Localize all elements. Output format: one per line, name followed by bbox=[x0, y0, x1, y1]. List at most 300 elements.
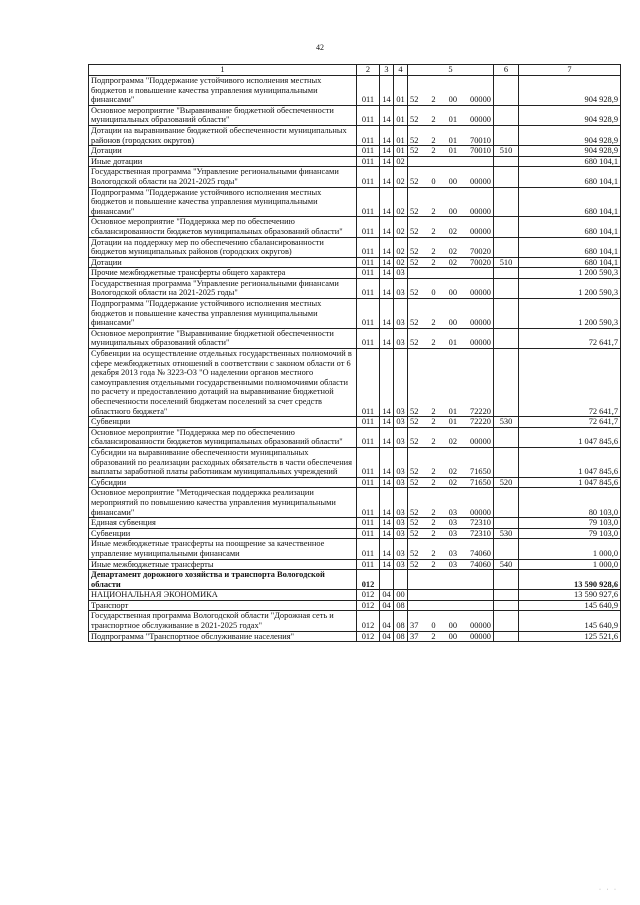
row-name-cell: Субвенции bbox=[89, 417, 357, 428]
code-event: 01 bbox=[448, 417, 457, 427]
row-sum-cell: 1 200 590,3 bbox=[519, 299, 621, 329]
code-program: 52 bbox=[410, 95, 419, 105]
row-expense-type-cell bbox=[494, 156, 519, 167]
row-expense-type-cell bbox=[494, 590, 519, 601]
table-row bbox=[89, 299, 621, 329]
row-grbs-cell: 011 bbox=[357, 417, 380, 428]
row-section-cell: 14 bbox=[380, 76, 394, 106]
row-target-article-cell bbox=[408, 349, 494, 417]
code-event: 00 bbox=[448, 631, 457, 641]
row-subsection-cell: 02 bbox=[394, 167, 408, 187]
code-subprogram: 2 bbox=[431, 417, 436, 427]
row-grbs-cell: 012 bbox=[357, 590, 380, 601]
row-subsection-cell: 03 bbox=[394, 299, 408, 329]
code-event: 03 bbox=[448, 559, 457, 569]
row-expense-type-cell bbox=[494, 237, 519, 257]
table-row bbox=[89, 76, 621, 106]
table-row bbox=[89, 146, 621, 157]
row-sum-cell: 72 641,7 bbox=[519, 328, 621, 348]
row-expense-type-cell bbox=[494, 447, 519, 477]
row-grbs-cell: 011 bbox=[357, 125, 380, 145]
target-article-code bbox=[408, 549, 493, 559]
row-target-article-cell bbox=[408, 590, 494, 601]
row-expense-type-cell bbox=[494, 105, 519, 125]
row-section-cell: 14 bbox=[380, 278, 394, 298]
code-subprogram: 2 bbox=[431, 146, 436, 156]
code-direction: 70010 bbox=[470, 146, 491, 156]
code-subprogram: 0 bbox=[431, 288, 436, 298]
row-name-cell: Основное мероприятие "Поддержка мер по обеспечению сбалансированности бюджетов муниципальных образований области" bbox=[89, 217, 357, 237]
code-direction: 00000 bbox=[470, 507, 491, 517]
table-row bbox=[89, 167, 621, 187]
row-name-cell: НАЦИОНАЛЬНАЯ ЭКОНОМИКА bbox=[89, 590, 357, 601]
code-subprogram: 2 bbox=[431, 247, 436, 257]
row-subsection-cell: 03 bbox=[394, 447, 408, 477]
row-section-cell: 14 bbox=[380, 187, 394, 217]
row-sum-cell: 680 104,1 bbox=[519, 237, 621, 257]
row-sum-cell: 145 640,9 bbox=[519, 611, 621, 631]
code-program: 52 bbox=[410, 467, 419, 477]
row-subsection-cell: 01 bbox=[394, 125, 408, 145]
row-subsection-cell: 00 bbox=[394, 590, 408, 601]
row-target-article-cell bbox=[408, 278, 494, 298]
header-cell-subsection: 4 bbox=[394, 65, 408, 76]
row-expense-type-cell: 530 bbox=[494, 528, 519, 539]
row-expense-type-cell bbox=[494, 570, 519, 590]
code-direction: 72220 bbox=[470, 406, 491, 416]
row-subsection-cell: 02 bbox=[394, 237, 408, 257]
row-target-article-cell bbox=[408, 167, 494, 187]
row-subsection-cell: 01 bbox=[394, 146, 408, 157]
row-expense-type-cell: 510 bbox=[494, 146, 519, 157]
code-direction: 70020 bbox=[470, 257, 491, 267]
row-sum-cell: 72 641,7 bbox=[519, 417, 621, 428]
table-row bbox=[89, 237, 621, 257]
row-target-article-cell bbox=[408, 447, 494, 477]
table-row bbox=[89, 611, 621, 631]
row-grbs-cell: 011 bbox=[357, 146, 380, 157]
target-article-code bbox=[408, 136, 493, 146]
row-target-article-cell bbox=[408, 611, 494, 631]
row-section-cell: 14 bbox=[380, 477, 394, 488]
header-cell-sum: 7 bbox=[519, 65, 621, 76]
target-article-code bbox=[408, 508, 493, 518]
row-expense-type-cell bbox=[494, 278, 519, 298]
code-subprogram: 2 bbox=[431, 115, 436, 125]
table-row bbox=[89, 590, 621, 601]
row-subsection-cell: 03 bbox=[394, 268, 408, 279]
row-expense-type-cell bbox=[494, 167, 519, 187]
row-name-cell: Подпрограмма "Транспортное обслуживание населения" bbox=[89, 631, 357, 642]
row-section-cell: 14 bbox=[380, 447, 394, 477]
row-section-cell: 14 bbox=[380, 518, 394, 529]
row-expense-type-cell bbox=[494, 631, 519, 642]
code-direction: 00000 bbox=[470, 288, 491, 298]
row-name-cell: Прочие межбюджетные трансферты общего характера bbox=[89, 268, 357, 279]
row-subsection-cell: 03 bbox=[394, 488, 408, 518]
code-subprogram: 0 bbox=[431, 621, 436, 631]
row-section-cell: 04 bbox=[380, 611, 394, 631]
row-section-cell: 14 bbox=[380, 299, 394, 329]
row-name-cell: Подпрограмма "Поддержание устойчивого исполнения местных бюджетов и повышение качества управления муниципальными финансами" bbox=[89, 76, 357, 106]
row-name-cell: Основное мероприятие "Выравнивание бюджетной обеспеченности муниципальных образований области" bbox=[89, 105, 357, 125]
code-direction: 72310 bbox=[470, 518, 491, 528]
code-event: 01 bbox=[448, 146, 457, 156]
code-direction: 00000 bbox=[470, 115, 491, 125]
code-subprogram: 2 bbox=[431, 257, 436, 267]
row-sum-cell: 145 640,9 bbox=[519, 600, 621, 611]
scan-mark: · · · bbox=[599, 887, 618, 893]
row-sum-cell: 1 047 845,6 bbox=[519, 477, 621, 488]
code-program: 52 bbox=[410, 176, 419, 186]
code-program: 52 bbox=[410, 437, 419, 447]
code-program: 52 bbox=[410, 417, 419, 427]
code-event: 03 bbox=[448, 548, 457, 558]
target-article-code bbox=[408, 467, 493, 477]
target-article-code bbox=[408, 417, 493, 427]
row-section-cell: 14 bbox=[380, 125, 394, 145]
row-grbs-cell: 011 bbox=[357, 299, 380, 329]
row-target-article-cell bbox=[408, 488, 494, 518]
row-subsection-cell: 01 bbox=[394, 105, 408, 125]
code-subprogram: 0 bbox=[431, 176, 436, 186]
row-target-article-cell bbox=[408, 528, 494, 539]
row-name-cell: Основное мероприятие "Выравнивание бюджетной обеспеченности муниципальных образований области" bbox=[89, 328, 357, 348]
target-article-code bbox=[408, 338, 493, 348]
row-name-cell: Субвенции bbox=[89, 528, 357, 539]
code-program: 52 bbox=[410, 338, 419, 348]
row-sum-cell: 125 521,6 bbox=[519, 631, 621, 642]
budget-table bbox=[88, 64, 621, 642]
row-target-article-cell bbox=[408, 631, 494, 642]
target-article-code bbox=[408, 632, 493, 642]
table-row bbox=[89, 417, 621, 428]
row-target-article-cell bbox=[408, 539, 494, 559]
table-row bbox=[89, 105, 621, 125]
code-subprogram: 2 bbox=[431, 528, 436, 538]
code-program: 52 bbox=[410, 548, 419, 558]
row-expense-type-cell bbox=[494, 328, 519, 348]
code-event: 02 bbox=[448, 477, 457, 487]
row-grbs-cell: 011 bbox=[357, 328, 380, 348]
table-header-row bbox=[89, 65, 621, 76]
row-expense-type-cell bbox=[494, 299, 519, 329]
row-subsection-cell: 03 bbox=[394, 528, 408, 539]
row-name-cell: Дотации на выравнивание бюджетной обеспеченности муниципальных районов (городских округов) bbox=[89, 125, 357, 145]
row-subsection-cell: 03 bbox=[394, 518, 408, 529]
row-subsection-cell: 03 bbox=[394, 477, 408, 488]
row-expense-type-cell bbox=[494, 427, 519, 447]
row-grbs-cell: 011 bbox=[357, 349, 380, 417]
row-sum-cell: 904 928,9 bbox=[519, 125, 621, 145]
row-target-article-cell bbox=[408, 427, 494, 447]
row-grbs-cell: 011 bbox=[357, 268, 380, 279]
table-row bbox=[89, 631, 621, 642]
table-row bbox=[89, 268, 621, 279]
row-section-cell: 14 bbox=[380, 237, 394, 257]
code-direction: 71650 bbox=[470, 467, 491, 477]
row-target-article-cell bbox=[408, 105, 494, 125]
row-sum-cell: 80 103,0 bbox=[519, 488, 621, 518]
row-grbs-cell: 011 bbox=[357, 257, 380, 268]
code-program: 52 bbox=[410, 226, 419, 236]
target-article-code bbox=[408, 560, 493, 570]
code-subprogram: 2 bbox=[431, 135, 436, 145]
table-row bbox=[89, 156, 621, 167]
header-cell-section: 3 bbox=[380, 65, 394, 76]
row-name-cell: Департамент дорожного хозяйства и транспорта Вологодской области bbox=[89, 570, 357, 590]
row-section-cell: 14 bbox=[380, 257, 394, 268]
row-target-article-cell bbox=[408, 76, 494, 106]
table-row bbox=[89, 488, 621, 518]
header-cell-name: 1 bbox=[89, 65, 357, 76]
code-event: 03 bbox=[448, 507, 457, 517]
code-program: 52 bbox=[410, 477, 419, 487]
row-subsection-cell bbox=[394, 570, 408, 590]
row-section-cell: 04 bbox=[380, 631, 394, 642]
target-article-code bbox=[408, 247, 493, 257]
code-program: 52 bbox=[410, 528, 419, 538]
target-article-code bbox=[408, 95, 493, 105]
row-grbs-cell: 012 bbox=[357, 570, 380, 590]
code-program: 52 bbox=[410, 247, 419, 257]
row-target-article-cell bbox=[408, 268, 494, 279]
table-row bbox=[89, 570, 621, 590]
code-program: 52 bbox=[410, 518, 419, 528]
row-sum-cell: 904 928,9 bbox=[519, 105, 621, 125]
row-grbs-cell: 012 bbox=[357, 600, 380, 611]
row-grbs-cell: 011 bbox=[357, 477, 380, 488]
row-target-article-cell bbox=[408, 237, 494, 257]
code-subprogram: 2 bbox=[431, 318, 436, 328]
row-sum-cell: 1 200 590,3 bbox=[519, 278, 621, 298]
target-article-code bbox=[408, 621, 493, 631]
target-article-code bbox=[408, 258, 493, 268]
row-grbs-cell: 011 bbox=[357, 187, 380, 217]
row-name-cell: Субсидии на выравнивание обеспеченности муниципальных образований по реализации расходных обязательств в части обеспечения выплаты заработной платы работникам муниципальных учреждений bbox=[89, 447, 357, 477]
row-target-article-cell bbox=[408, 600, 494, 611]
row-expense-type-cell bbox=[494, 268, 519, 279]
code-event: 03 bbox=[448, 528, 457, 538]
code-event: 02 bbox=[448, 467, 457, 477]
row-target-article-cell bbox=[408, 477, 494, 488]
row-section-cell: 14 bbox=[380, 488, 394, 518]
code-direction: 74060 bbox=[470, 548, 491, 558]
row-target-article-cell bbox=[408, 156, 494, 167]
row-section-cell: 14 bbox=[380, 268, 394, 279]
row-subsection-cell: 03 bbox=[394, 417, 408, 428]
table-row bbox=[89, 559, 621, 570]
row-target-article-cell bbox=[408, 257, 494, 268]
row-grbs-cell: 011 bbox=[357, 237, 380, 257]
code-program: 52 bbox=[410, 206, 419, 216]
table-row bbox=[89, 528, 621, 539]
table-row bbox=[89, 125, 621, 145]
code-event: 02 bbox=[448, 257, 457, 267]
row-sum-cell: 680 104,1 bbox=[519, 217, 621, 237]
code-subprogram: 2 bbox=[431, 477, 436, 487]
row-sum-cell: 680 104,1 bbox=[519, 156, 621, 167]
code-direction: 70020 bbox=[470, 247, 491, 257]
code-direction: 72310 bbox=[470, 528, 491, 538]
row-section-cell: 14 bbox=[380, 417, 394, 428]
row-section-cell: 14 bbox=[380, 328, 394, 348]
code-subprogram: 2 bbox=[431, 437, 436, 447]
code-program: 52 bbox=[410, 406, 419, 416]
row-target-article-cell bbox=[408, 125, 494, 145]
row-grbs-cell: 011 bbox=[357, 559, 380, 570]
row-sum-cell: 680 104,1 bbox=[519, 187, 621, 217]
row-subsection-cell: 08 bbox=[394, 631, 408, 642]
row-expense-type-cell: 520 bbox=[494, 477, 519, 488]
code-direction: 00000 bbox=[470, 95, 491, 105]
header-cell-expense-type: 6 bbox=[494, 65, 519, 76]
row-target-article-cell bbox=[408, 559, 494, 570]
row-target-article-cell bbox=[408, 187, 494, 217]
target-article-code bbox=[408, 478, 493, 488]
code-subprogram: 2 bbox=[431, 467, 436, 477]
code-program: 52 bbox=[410, 288, 419, 298]
code-event: 00 bbox=[448, 288, 457, 298]
code-event: 01 bbox=[448, 338, 457, 348]
code-direction: 74060 bbox=[470, 559, 491, 569]
row-section-cell: 14 bbox=[380, 167, 394, 187]
row-grbs-cell: 011 bbox=[357, 278, 380, 298]
code-event: 01 bbox=[448, 406, 457, 416]
code-program: 52 bbox=[410, 135, 419, 145]
row-sum-cell: 904 928,9 bbox=[519, 146, 621, 157]
code-program: 52 bbox=[410, 257, 419, 267]
target-article-code bbox=[408, 207, 493, 217]
row-expense-type-cell bbox=[494, 518, 519, 529]
row-name-cell: Иные межбюджетные трансферты на поощрение за качественное управление муниципальными финансами bbox=[89, 539, 357, 559]
target-article-code bbox=[408, 518, 493, 528]
row-expense-type-cell bbox=[494, 349, 519, 417]
code-direction: 70010 bbox=[470, 135, 491, 145]
code-event: 02 bbox=[448, 226, 457, 236]
code-program: 52 bbox=[410, 507, 419, 517]
header-cell-target-article: 5 bbox=[408, 65, 494, 76]
row-target-article-cell bbox=[408, 146, 494, 157]
row-sum-cell: 1 200 590,3 bbox=[519, 268, 621, 279]
row-expense-type-cell: 530 bbox=[494, 417, 519, 428]
row-sum-cell: 680 104,1 bbox=[519, 257, 621, 268]
row-target-article-cell bbox=[408, 570, 494, 590]
row-grbs-cell: 012 bbox=[357, 631, 380, 642]
target-article-code bbox=[408, 177, 493, 187]
row-section-cell: 04 bbox=[380, 590, 394, 601]
code-direction: 00000 bbox=[470, 318, 491, 328]
budget-table-body bbox=[89, 65, 621, 642]
code-program: 52 bbox=[410, 559, 419, 569]
table-row bbox=[89, 217, 621, 237]
code-direction: 00000 bbox=[470, 338, 491, 348]
row-subsection-cell: 02 bbox=[394, 257, 408, 268]
row-name-cell: Дотации на поддержку мер по обеспечению сбалансированности бюджетов муниципальных районов (городских округов) bbox=[89, 237, 357, 257]
code-direction: 00000 bbox=[470, 176, 491, 186]
target-article-code bbox=[408, 115, 493, 125]
row-expense-type-cell bbox=[494, 76, 519, 106]
code-program: 37 bbox=[410, 631, 419, 641]
row-section-cell: 14 bbox=[380, 105, 394, 125]
code-event: 00 bbox=[448, 318, 457, 328]
row-section-cell: 14 bbox=[380, 217, 394, 237]
page-number: 42 bbox=[316, 43, 324, 52]
code-program: 37 bbox=[410, 621, 419, 631]
row-grbs-cell: 011 bbox=[357, 105, 380, 125]
table-row bbox=[89, 257, 621, 268]
row-name-cell: Подпрограмма "Поддержание устойчивого исполнения местных бюджетов и повышение качества управления муниципальными финансами" bbox=[89, 187, 357, 217]
code-subprogram: 2 bbox=[431, 338, 436, 348]
code-event: 00 bbox=[448, 206, 457, 216]
row-subsection-cell: 02 bbox=[394, 187, 408, 217]
code-program: 52 bbox=[410, 146, 419, 156]
row-grbs-cell: 011 bbox=[357, 539, 380, 559]
row-name-cell: Подпрограмма "Поддержание устойчивого исполнения местных бюджетов и повышение качества управления муниципальными финансами" bbox=[89, 299, 357, 329]
row-name-cell: Государственная программа "Управление региональными финансами Вологодской области на 2021-2025 годы" bbox=[89, 167, 357, 187]
row-name-cell: Государственная программа "Управление региональными финансами Вологодской области на 2021-2025 годы" bbox=[89, 278, 357, 298]
row-expense-type-cell bbox=[494, 539, 519, 559]
table-row bbox=[89, 447, 621, 477]
code-subprogram: 2 bbox=[431, 206, 436, 216]
table-row bbox=[89, 477, 621, 488]
target-article-code bbox=[408, 146, 493, 156]
row-expense-type-cell bbox=[494, 125, 519, 145]
row-grbs-cell: 011 bbox=[357, 518, 380, 529]
row-sum-cell: 79 103,0 bbox=[519, 528, 621, 539]
code-subprogram: 2 bbox=[431, 518, 436, 528]
row-sum-cell: 13 590 927,6 bbox=[519, 590, 621, 601]
row-subsection-cell: 08 bbox=[394, 600, 408, 611]
code-subprogram: 2 bbox=[431, 226, 436, 236]
row-name-cell: Основное мероприятие "Методическая поддержка реализации мероприятий по повышению качества управления муниципальными финансами" bbox=[89, 488, 357, 518]
code-direction: 00000 bbox=[470, 206, 491, 216]
row-section-cell: 14 bbox=[380, 146, 394, 157]
row-section-cell bbox=[380, 570, 394, 590]
row-name-cell: Основное мероприятие "Поддержка мер по обеспечению сбалансированности бюджетов муниципальных образований области" bbox=[89, 427, 357, 447]
row-grbs-cell: 011 bbox=[357, 167, 380, 187]
row-subsection-cell: 03 bbox=[394, 559, 408, 570]
row-subsection-cell: 08 bbox=[394, 611, 408, 631]
table-row bbox=[89, 427, 621, 447]
code-event: 00 bbox=[448, 95, 457, 105]
row-expense-type-cell bbox=[494, 488, 519, 518]
row-target-article-cell bbox=[408, 518, 494, 529]
row-section-cell: 14 bbox=[380, 559, 394, 570]
row-section-cell: 14 bbox=[380, 156, 394, 167]
row-target-article-cell bbox=[408, 417, 494, 428]
row-expense-type-cell bbox=[494, 611, 519, 631]
row-subsection-cell: 01 bbox=[394, 76, 408, 106]
row-subsection-cell: 02 bbox=[394, 217, 408, 237]
row-subsection-cell: 03 bbox=[394, 328, 408, 348]
code-direction: 00000 bbox=[470, 437, 491, 447]
row-grbs-cell: 011 bbox=[357, 488, 380, 518]
code-event: 01 bbox=[448, 115, 457, 125]
row-sum-cell: 1 047 845,6 bbox=[519, 447, 621, 477]
code-subprogram: 2 bbox=[431, 559, 436, 569]
code-program: 52 bbox=[410, 115, 419, 125]
row-expense-type-cell bbox=[494, 600, 519, 611]
code-event: 02 bbox=[448, 437, 457, 447]
code-event: 02 bbox=[448, 247, 457, 257]
row-grbs-cell: 011 bbox=[357, 217, 380, 237]
target-article-code bbox=[408, 227, 493, 237]
row-subsection-cell: 03 bbox=[394, 427, 408, 447]
row-section-cell: 14 bbox=[380, 539, 394, 559]
row-sum-cell: 72 641,7 bbox=[519, 349, 621, 417]
row-grbs-cell: 011 bbox=[357, 427, 380, 447]
